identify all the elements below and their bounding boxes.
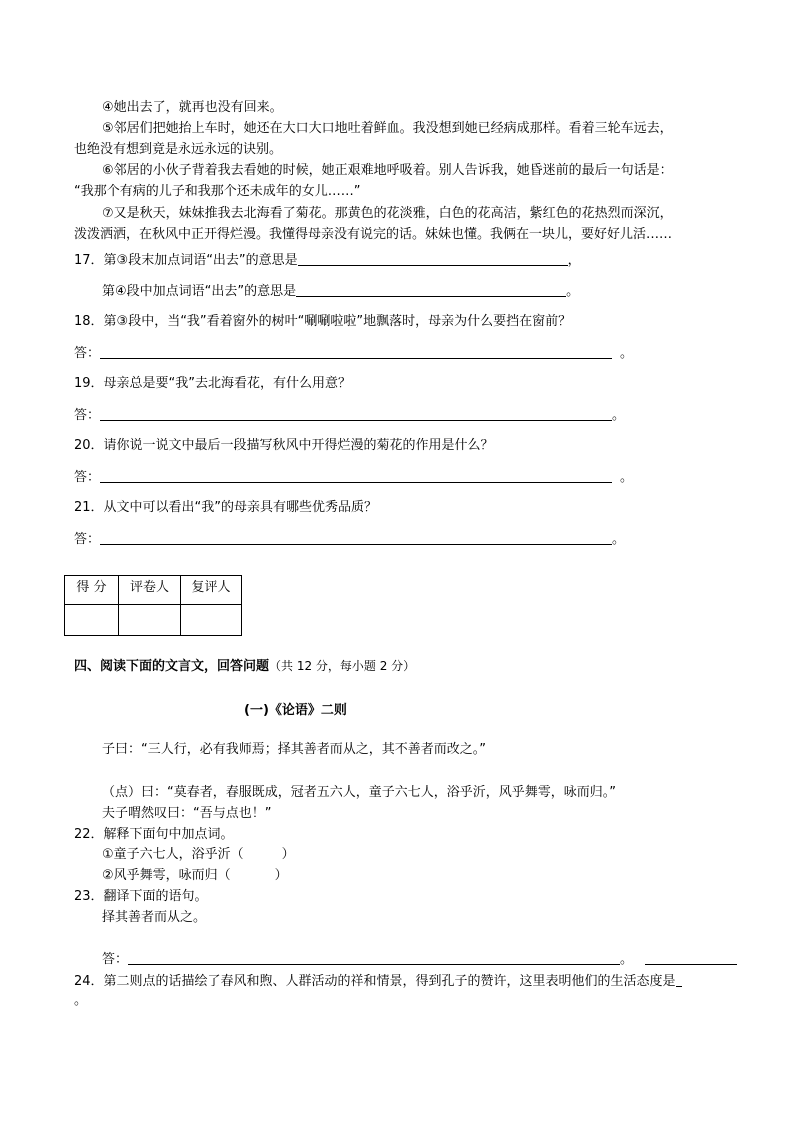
answer-end-23: 。 (620, 952, 634, 967)
question-17b-text: 第④段中加点词语“出去”的意思是 (102, 284, 297, 299)
passage-p5-line1: ⑤邻居们把她抬上车时，她还在大口大口地吐着鲜血。我没想到她已经病成那样。看着三轮车远去， (102, 121, 673, 136)
question-21: 21．从文中可以看出“我”的母亲具有哪些优秀品质？ (74, 500, 378, 515)
question-22-2-end: ） (274, 868, 288, 883)
question-17a-end: ， (567, 253, 581, 268)
question-22: 22．解释下面句中加点词。 (74, 827, 234, 842)
score-table (64, 575, 242, 636)
question-17a-text: 17．第③段末加点词语“出去”的意思是 (74, 253, 298, 268)
question-22-1-end: ） (281, 847, 295, 862)
question-24-end: 。 (74, 993, 88, 1008)
section4-subtitle: (一)《论语》二则 (244, 703, 347, 718)
passage-p4: ④她出去了，就再也没有回来。 (102, 100, 283, 115)
grader-cell[interactable] (119, 605, 181, 636)
answer-label-21: 答： (74, 532, 101, 547)
section4-heading (74, 657, 415, 676)
answer-blank-18[interactable] (100, 344, 612, 359)
classical-text-1: 子曰：“三人行，必有我师焉；择其善者而从之，其不善者而改之。” (102, 742, 486, 757)
question-17b (102, 282, 579, 301)
question-19: 19．母亲总是要“我”去北海看花，有什么用意？ (74, 376, 352, 391)
answer-blank-24[interactable] (676, 972, 682, 987)
question-17b-end: 。 (566, 284, 580, 299)
question-18: 18．第③段中，当“我”看着窗外的树叶“唰唰啦啦”地飘落时，母亲为什么要挡在窗前？ (74, 314, 572, 329)
score-cell[interactable] (65, 605, 119, 636)
answer-end-20: 。 (620, 470, 634, 485)
question-17a (74, 251, 581, 270)
answer-line-21 (74, 530, 625, 549)
passage-p5-line2: 也绝没有想到竟是永远永远的诀别。 (74, 142, 283, 157)
answer-end-18: 。 (620, 346, 634, 361)
question-23-text: 择其善者而从之。 (102, 910, 207, 925)
passage-p7-line2: 泼泼洒洒，在秋风中正开得烂漫。我懂得母亲没有说完的话。妹妹也懂。我俩在一块儿，要好好儿活…… (74, 227, 673, 242)
reviewer-header: 复评人 (181, 576, 242, 605)
question-23: 23．翻译下面的语句。 (74, 889, 208, 904)
answer-line-18 (74, 344, 633, 363)
question-20: 20．请你说一说文中最后一段描写秋风中开得烂漫的菊花的作用是什么？ (74, 438, 494, 453)
answer-blank-17b[interactable] (296, 282, 566, 297)
answer-blank-20[interactable] (100, 468, 612, 483)
section4-title: 四、阅读下面的文言文，回答问题 (74, 659, 270, 674)
section4-points: （共 12 分，每小题 2 分） (269, 659, 416, 673)
question-22-2-text: ②风乎舞雩，咏而归（ (102, 868, 231, 883)
passage-p6-line1: ⑥邻居的小伙子背着我去看她的时候，她正艰难地呼吸着。别人告诉我，她昏迷前的最后一句话是： (102, 163, 673, 178)
grader-header: 评卷人 (119, 576, 181, 605)
score-table-entry-row (65, 605, 242, 636)
classical-text-3: 夫子喟然叹曰：“吾与点也！” (102, 806, 272, 821)
answer-blank-17a[interactable] (298, 251, 568, 266)
answer-blank-21[interactable] (100, 530, 612, 545)
question-22-2 (102, 867, 288, 885)
reviewer-cell[interactable] (181, 605, 242, 636)
answer-label-18: 答： (74, 346, 101, 361)
score-header: 得 分 (65, 576, 119, 605)
answer-blank-23-extra[interactable] (645, 950, 737, 965)
score-table-header-row (65, 576, 242, 605)
question-24-text: 24．第二则点的话描绘了春风和煦、人群活动的祥和情景，得到孔子的赞许，这里表明他们的生活态度是 (74, 974, 676, 989)
answer-end-21: 。 (612, 532, 626, 547)
answer-line-19 (74, 406, 625, 425)
answer-label-19: 答： (74, 408, 101, 423)
passage-p7-line1: ⑦又是秋天，妹妹推我去北海看了菊花。那黄色的花淡雅，白色的花高洁，紫红色的花热烈而深沉， (102, 206, 673, 221)
answer-blank-23[interactable] (128, 950, 620, 965)
question-22-1 (102, 846, 295, 864)
classical-text-2: （点）曰：“莫春者，春服既成，冠者五六人，童子六七人，浴乎沂，风乎舞雩，咏而归。” (102, 785, 616, 800)
answer-line-20 (74, 468, 633, 487)
answer-label-20: 答： (74, 470, 101, 485)
question-22-1-text: ①童子六七人，浴乎沂（ (102, 847, 244, 862)
answer-blank-19[interactable] (100, 406, 612, 421)
passage-p6-line2: “我那个有病的儿子和我那个还未成年的女儿……” (74, 184, 361, 199)
answer-line-23 (102, 950, 737, 969)
question-24 (74, 972, 682, 991)
answer-label-23: 答： (102, 952, 129, 967)
answer-end-19: 。 (612, 408, 626, 423)
